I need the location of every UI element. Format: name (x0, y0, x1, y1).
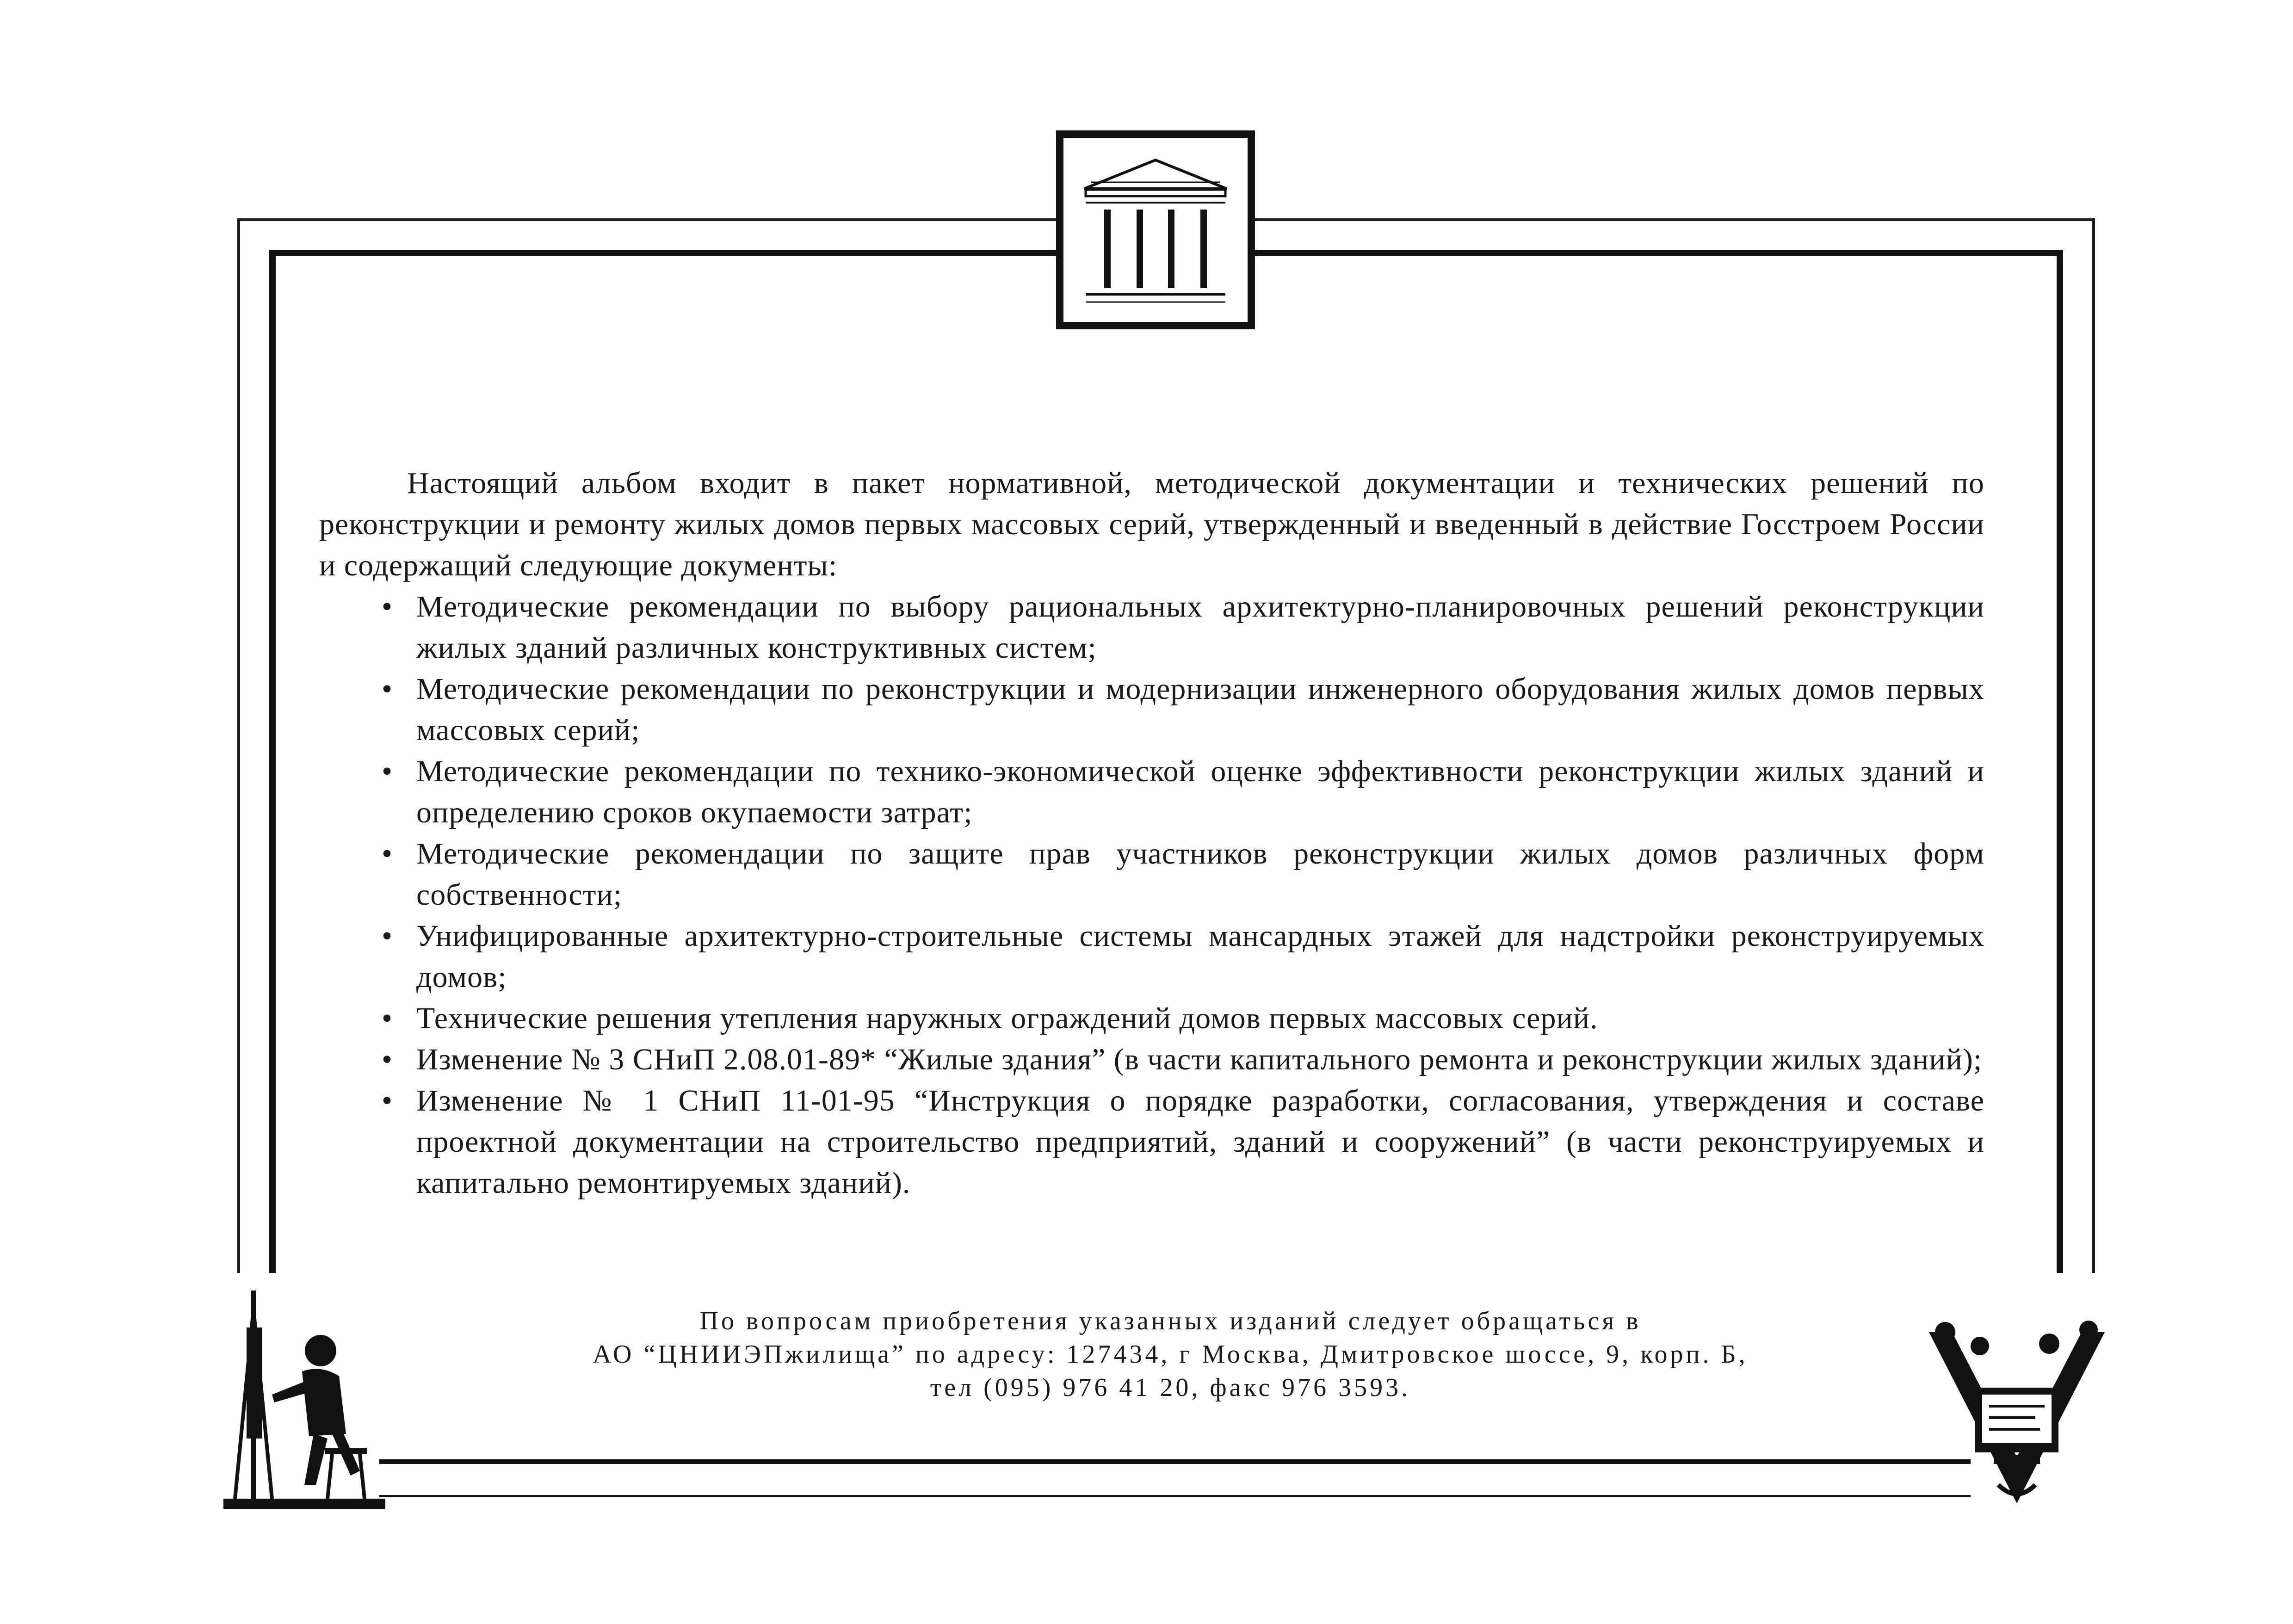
bullet-icon: • (382, 672, 393, 706)
list-item: • Методические рекомендации по технико-экономической оценке эффективности реконструкции жилых зданий и определению сроков окупаемости затрат; (319, 751, 1984, 833)
classical-building-emblem-icon (1056, 130, 1255, 329)
list-item: • Методические рекомендации по выбору рациональных архитектурно-планировочных решений реконструкции жилых зданий различных конструктивных систем; (319, 586, 1984, 668)
documents-list (319, 586, 1984, 1204)
bullet-icon: • (382, 590, 393, 624)
footer-rule-thick (379, 1459, 1971, 1464)
bullet-icon: • (382, 1084, 393, 1118)
bullet-icon: • (382, 754, 393, 788)
bullet-icon: • (382, 1043, 393, 1076)
list-item: • Методические рекомендации по реконструкции и модернизации инженерного оборудования жилых домов первых массовых серий; (319, 668, 1984, 751)
bullet-icon: • (382, 919, 393, 953)
list-item: • Технические решения утепления наружных ограждений домов первых массовых серий. (319, 998, 1984, 1039)
artist-at-easel-icon (221, 1281, 388, 1513)
list-item: • Методические рекомендации по защите прав участников реконструкции жилых домов различных форм собственности; (319, 833, 1984, 915)
list-item: • Унифицированные архитектурно-строительные системы мансардных этажей для надстройки реконструируемых домов; (319, 915, 1984, 998)
contact-line-3: тел (095) 976 41 20, факс 976 3593. (930, 1373, 1411, 1402)
document-body (319, 463, 1984, 1204)
contact-info (416, 1304, 1924, 1404)
intro-paragraph: Настоящий альбом входит в пакет нормативной, методической документации и технических решений по реконструкции и ремонту жилых домов первых массовых серий, утвержденный и введенный в действие Госстроем России и содержащий следующие документы: (319, 466, 1984, 582)
team-at-computer-icon (1924, 1318, 2109, 1513)
bullet-icon: • (382, 837, 393, 871)
list-item: • Изменение № 3 СНиП 2.08.01-89* “Жилые здания” (в части капитального ремонта и реконструкции жилых зданий); (319, 1039, 1984, 1080)
list-item: • Изменение № 1 СНиП 11-01-95 “Инструкция о порядке разработки, согласования, утверждения и составе проектной документации на строительство предприятий, зданий и сооружений” (в части реконструируемых и капитально ремонтируемых зданий). (319, 1080, 1984, 1204)
bullet-icon: • (382, 1001, 393, 1035)
contact-line-1: По вопросам приобретения указанных изданий следует обращаться в (699, 1307, 1641, 1335)
footer-rule-thin (379, 1495, 1971, 1497)
contact-line-2: АО “ЦНИИЭПжилища” по адресу: 127434, г Москва, Дмитровское шоссе, 9, корп. Б, (593, 1340, 1748, 1369)
